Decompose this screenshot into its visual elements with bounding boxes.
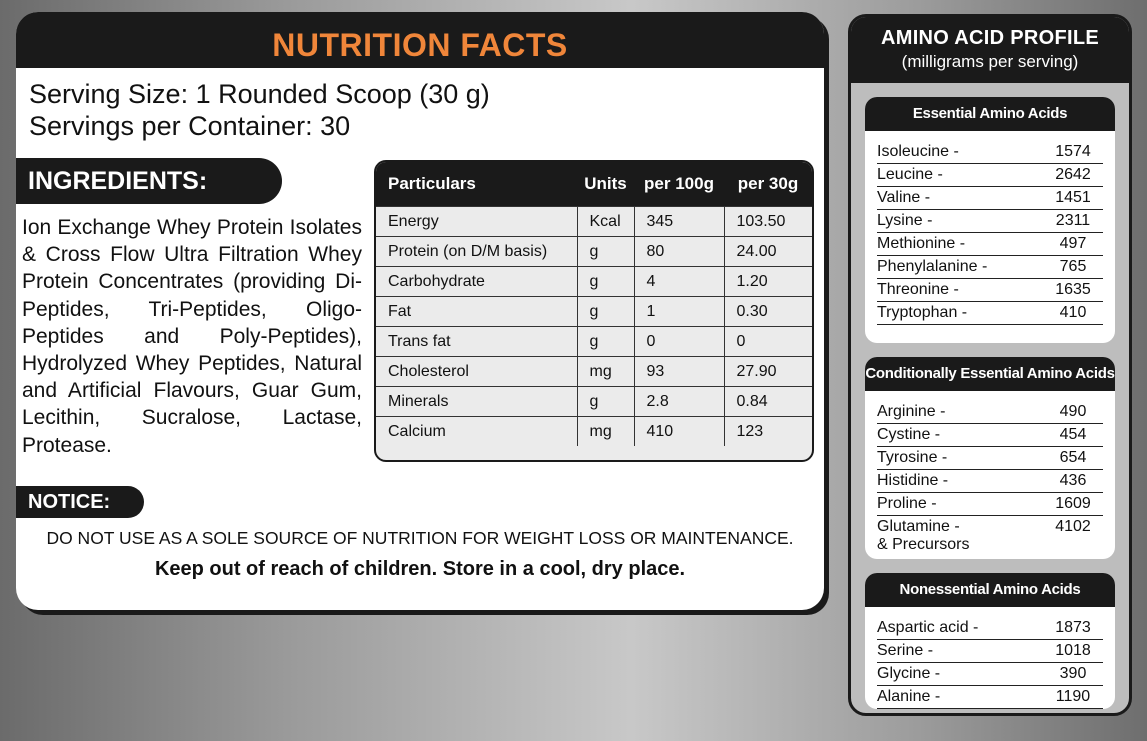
cell-particular: Carbohydrate [376, 267, 577, 297]
amino-acid-name [877, 518, 969, 554]
cell-unit: mg [577, 417, 634, 447]
cell-per-30g: 27.90 [724, 357, 812, 387]
cell-unit: g [577, 297, 634, 327]
amino-acid-row [877, 279, 1103, 302]
conditional-amino-heading: Conditionally Essential Amino Acids [865, 357, 1115, 391]
amino-acid-subtitle: (milligrams per serving) [901, 52, 1079, 71]
cell-particular: Calcium [376, 417, 577, 447]
amino-acid-name-line: Lysine - [877, 212, 933, 229]
amino-acid-row [877, 401, 1103, 424]
cell-per-100g: 2.8 [634, 387, 724, 417]
essential-amino-group [865, 97, 1115, 343]
amino-acid-value: 1574 [1055, 143, 1091, 160]
cell-particular: Cholesterol [376, 357, 577, 387]
cell-particular: Protein (on D/M basis) [376, 237, 577, 267]
amino-acid-row [877, 141, 1103, 164]
cell-unit: Kcal [577, 207, 634, 237]
amino-acid-row [877, 686, 1103, 709]
amino-acid-title: AMINO ACID PROFILE [881, 27, 1099, 49]
amino-acid-value: 490 [1059, 403, 1087, 420]
conditional-amino-group [865, 357, 1115, 559]
cell-unit: mg [577, 357, 634, 387]
amino-acid-name [877, 640, 933, 662]
table-row [376, 267, 812, 297]
amino-acid-name [877, 187, 930, 209]
nutrition-facts-panel [16, 12, 824, 610]
amino-acid-name-line: Valine - [877, 189, 931, 206]
cell-unit: g [577, 267, 634, 297]
cell-per-100g: 80 [634, 237, 724, 267]
table-row [376, 357, 812, 387]
amino-acid-row [877, 256, 1103, 279]
table-header-row [376, 162, 812, 207]
amino-acid-value: 4102 [1055, 518, 1091, 535]
servings-per-container: Servings per Container: 30 [29, 111, 351, 141]
amino-acid-name [877, 164, 943, 186]
amino-acid-name-line: Glutamine - [877, 518, 960, 535]
amino-acid-row [877, 233, 1103, 256]
serving-info [29, 78, 490, 142]
amino-acid-name-line: Threonine - [877, 281, 959, 298]
amino-acid-name-line: Tyrosine - [877, 449, 948, 466]
amino-acid-name-line: Histidine - [877, 472, 949, 489]
cell-per-100g: 0 [634, 327, 724, 357]
amino-acid-value: 1635 [1055, 281, 1091, 298]
amino-acid-value: 454 [1059, 426, 1087, 443]
amino-acid-name-line: Alanine - [877, 688, 941, 705]
amino-acid-row [877, 640, 1103, 663]
amino-acid-name-line: Aspartic acid - [877, 619, 979, 636]
amino-acid-name-line: Glycine - [877, 665, 941, 682]
cell-unit: g [577, 327, 634, 357]
cell-particular: Fat [376, 297, 577, 327]
cell-per-30g: 0 [724, 327, 812, 357]
cell-particular: Energy [376, 207, 577, 237]
table-row [376, 297, 812, 327]
cell-per-30g: 123 [724, 417, 812, 447]
amino-acid-name [877, 256, 987, 278]
cell-unit: g [577, 387, 634, 417]
cell-per-30g: 103.50 [724, 207, 812, 237]
ingredients-text: Ion Exchange Whey Protein Isolates & Cross Flow Ultra Filtration Whey Protein Concentrates (providing Di-Peptides, Tri-Peptides, Oligo-Peptides and Poly-Peptides), Hydrolyzed Whey Peptides, Natural and Artificial Flavours, Guar Gum, Lecithin, Sucralose, Lactase, Protease. [22, 216, 362, 457]
nutrition-facts-title: NUTRITION FACTS [16, 12, 824, 68]
table-row [376, 327, 812, 357]
amino-acid-name-line: Leucine - [877, 166, 943, 183]
amino-acid-name-line: Serine - [877, 642, 934, 659]
amino-acid-value: 497 [1059, 235, 1087, 252]
cell-per-100g: 345 [634, 207, 724, 237]
nonessential-amino-heading: Nonessential Amino Acids [865, 573, 1115, 607]
amino-acid-row [877, 164, 1103, 187]
essential-amino-heading: Essential Amino Acids [865, 97, 1115, 131]
nutrition-table [374, 160, 814, 462]
amino-acid-value: 654 [1059, 449, 1087, 466]
amino-acid-value: 765 [1059, 258, 1087, 275]
amino-acid-name [877, 141, 959, 163]
amino-acid-name-line: Phenylalanine - [877, 258, 988, 275]
amino-acid-name-line: Cystine - [877, 426, 941, 443]
amino-acid-name [877, 210, 932, 232]
table-row [376, 417, 812, 447]
notice-heading: NOTICE: [16, 486, 144, 518]
amino-acid-row [877, 663, 1103, 686]
notice-text: DO NOT USE AS A SOLE SOURCE OF NUTRITION FOR WEIGHT LOSS OR MAINTENANCE. [46, 528, 794, 548]
amino-acid-row [877, 302, 1103, 325]
amino-acid-name-line: Arginine - [877, 403, 946, 420]
amino-acid-value: 2311 [1055, 212, 1091, 229]
amino-acid-name [877, 493, 937, 515]
amino-acid-name [877, 470, 948, 492]
amino-acid-name-line: & Precursors [877, 536, 970, 553]
table-row [376, 237, 812, 267]
amino-acid-value: 1190 [1055, 688, 1091, 705]
column-header-units: Units [577, 162, 634, 207]
column-header-particulars: Particulars [376, 162, 577, 207]
amino-acid-row [877, 516, 1103, 559]
amino-acid-row [877, 424, 1103, 447]
amino-acid-row [877, 617, 1103, 640]
amino-acid-row [877, 447, 1103, 470]
amino-acid-value: 390 [1059, 665, 1087, 682]
amino-acid-row [877, 470, 1103, 493]
amino-acid-row [877, 187, 1103, 210]
column-header-per-30g: per 30g [724, 162, 812, 207]
cell-per-30g: 0.84 [724, 387, 812, 417]
amino-acid-name [877, 686, 940, 708]
nonessential-amino-group [865, 573, 1115, 709]
amino-acid-name-line: Isoleucine - [877, 143, 959, 160]
amino-acid-name-line: Methionine - [877, 235, 966, 252]
amino-acid-row [877, 493, 1103, 516]
amino-acid-value: 1873 [1055, 619, 1091, 636]
amino-acid-name-line: Proline - [877, 495, 937, 512]
table-row [376, 387, 812, 417]
amino-acid-name [877, 617, 978, 639]
storage-text: Keep out of reach of children. Store in a cool, dry place. [154, 558, 686, 580]
cell-per-100g: 93 [634, 357, 724, 387]
amino-acid-name-line: Tryptophan - [877, 304, 968, 321]
amino-acid-name [877, 302, 967, 324]
amino-acid-name [877, 233, 965, 255]
amino-acid-name [877, 663, 940, 685]
cell-per-100g: 410 [634, 417, 724, 447]
amino-acid-value: 436 [1059, 472, 1087, 489]
column-header-per-100g: per 100g [634, 162, 724, 207]
amino-acid-name [877, 401, 945, 423]
amino-acid-value: 2642 [1055, 166, 1091, 183]
amino-acid-value: 1609 [1055, 495, 1091, 512]
cell-particular: Minerals [376, 387, 577, 417]
amino-acid-header [851, 17, 1129, 83]
ingredients-heading: INGREDIENTS: [16, 158, 282, 204]
amino-acid-name [877, 447, 947, 469]
amino-acid-name [877, 279, 959, 301]
cell-per-100g: 1 [634, 297, 724, 327]
amino-acid-panel [848, 14, 1132, 716]
cell-particular: Trans fat [376, 327, 577, 357]
cell-per-30g: 0.30 [724, 297, 812, 327]
serving-size: Serving Size: 1 Rounded Scoop (30 g) [29, 79, 490, 109]
amino-acid-value: 1018 [1055, 642, 1091, 659]
cell-per-30g: 24.00 [724, 237, 812, 267]
cell-per-100g: 4 [634, 267, 724, 297]
amino-acid-row [877, 210, 1103, 233]
table-row [376, 207, 812, 237]
amino-acid-name [877, 424, 940, 446]
amino-acid-value: 410 [1059, 304, 1087, 321]
cell-unit: g [577, 237, 634, 267]
cell-per-30g: 1.20 [724, 267, 812, 297]
amino-acid-value: 1451 [1055, 189, 1091, 206]
